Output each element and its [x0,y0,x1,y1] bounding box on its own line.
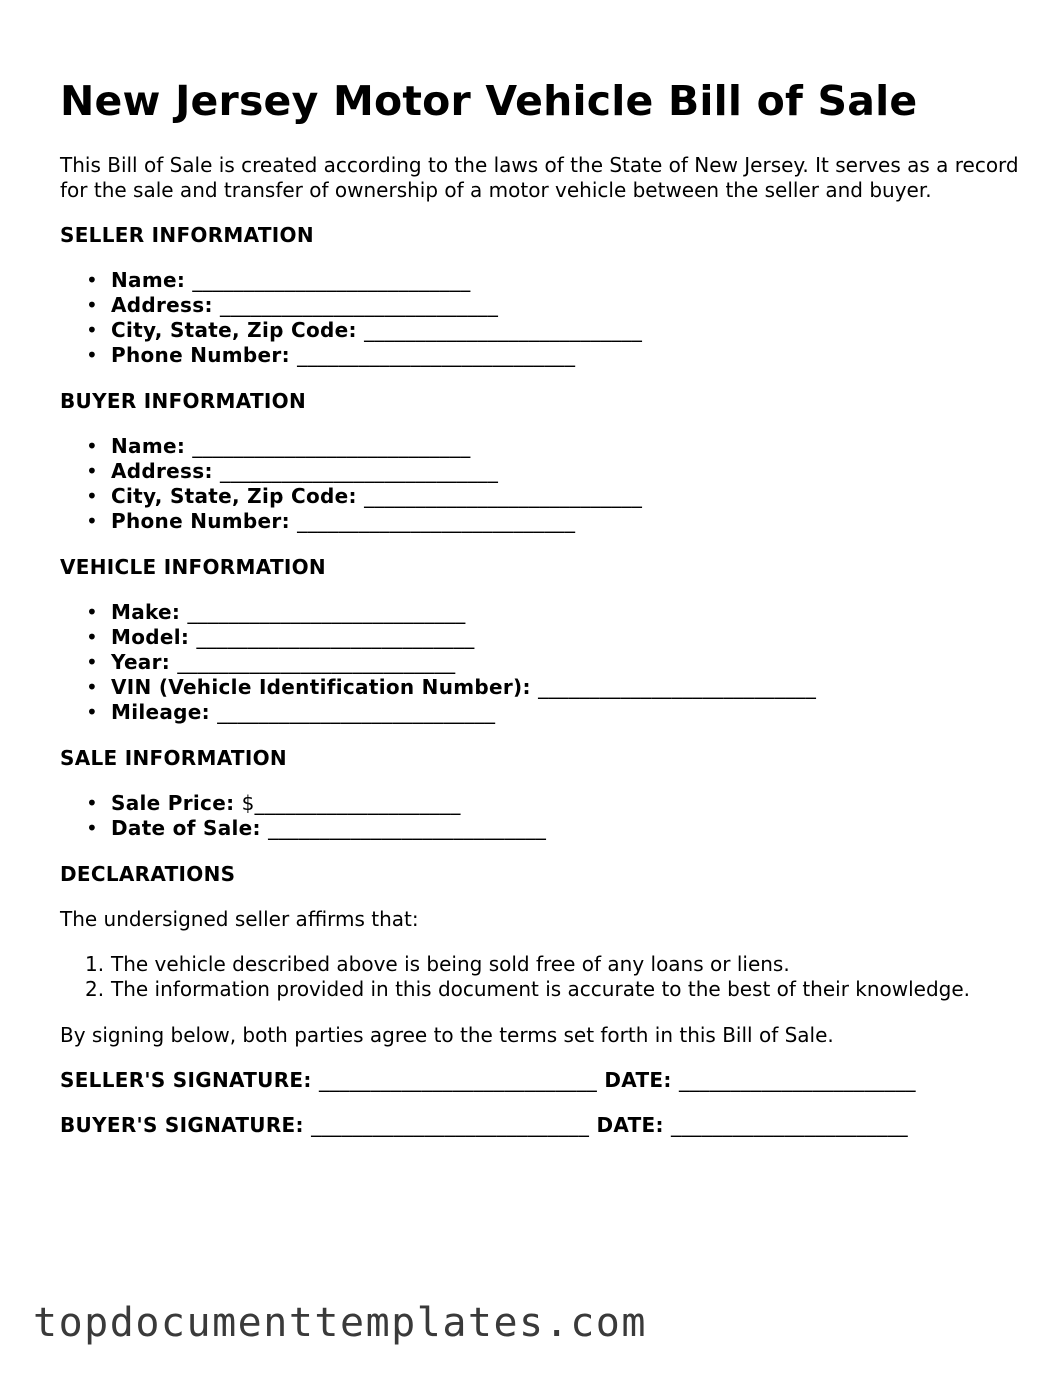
buyer-date-label: DATE: [596,1113,664,1137]
buyer-signature-line[interactable] [60,1113,1020,1137]
seller-fields [60,268,1020,368]
seller-address-field[interactable]: • Address: ___________________________ [86,293,1020,318]
vehicle-section-heading: VEHICLE INFORMATION [60,555,326,579]
vehicle-mileage-field[interactable]: • Mileage: ___________________________ [86,700,1020,725]
site-watermark: topdocumenttemplates.com [33,1300,647,1346]
seller-signature-line[interactable] [60,1068,1020,1092]
vehicle-vin-field[interactable]: • VIN (Vehicle Identification Number): ___________________________ [86,675,1020,700]
buyer-address-field[interactable]: • Address: ___________________________ [86,459,1020,484]
seller-date-blank[interactable]: _______________________ [678,1068,916,1092]
seller-city-state-zip-field[interactable]: • City, State, Zip Code: ___________________________ [86,318,1020,343]
buyer-city-state-zip-field[interactable]: • City, State, Zip Code: ___________________________ [86,484,1020,509]
seller-signature-label: SELLER'S SIGNATURE: [60,1068,312,1092]
buyer-signature-label: BUYER'S SIGNATURE: [60,1113,304,1137]
sale-date-field[interactable]: • Date of Sale: ___________________________ [86,816,1020,841]
vehicle-fields [60,600,1020,725]
buyer-section-heading: BUYER INFORMATION [60,389,306,413]
vehicle-make-field[interactable]: • Make: ___________________________ [86,600,1020,625]
declaration-item: 2. The information provided in this document is accurate to the best of their knowledge. [85,977,971,1001]
seller-signature-blank[interactable]: ___________________________ [318,1068,598,1092]
seller-name-field[interactable]: • Name: ___________________________ [86,268,1020,293]
vehicle-model-field[interactable]: • Model: ___________________________ [86,625,1020,650]
agreement-statement: By signing below, both parties agree to the terms set forth in this Bill of Sale. [60,1023,834,1047]
buyer-phone-field[interactable]: • Phone Number: ___________________________ [86,509,1020,534]
buyer-signature-blank[interactable]: ___________________________ [311,1113,590,1137]
sale-price-field[interactable]: • Sale Price: $____________________ [86,791,1020,816]
intro-paragraph: This Bill of Sale is created according to the laws of the State of New Jersey. It serves as a record for the sale and transfer of ownership of a motor vehicle between the seller and buyer. [60,153,1019,202]
buyer-date-blank[interactable]: _______________________ [671,1113,908,1137]
seller-phone-field[interactable]: • Phone Number: ___________________________ [86,343,1020,368]
document-page [60,0,1020,1137]
seller-section-heading: SELLER INFORMATION [60,223,314,247]
vehicle-year-field[interactable]: • Year: ___________________________ [86,650,1020,675]
buyer-fields [60,434,1020,534]
document-title: New Jersey Motor Vehicle Bill of Sale [60,77,918,125]
declarations-list [60,952,1020,1002]
sale-fields [60,791,1020,841]
declarations-section-heading: DECLARATIONS [60,862,236,886]
declaration-item: 1. The vehicle described above is being sold free of any loans or liens. [85,952,790,976]
buyer-name-field[interactable]: • Name: ___________________________ [86,434,1020,459]
seller-date-label: DATE: [604,1068,672,1092]
declarations-lead: The undersigned seller affirms that: [60,907,419,931]
sale-section-heading: SALE INFORMATION [60,746,287,770]
